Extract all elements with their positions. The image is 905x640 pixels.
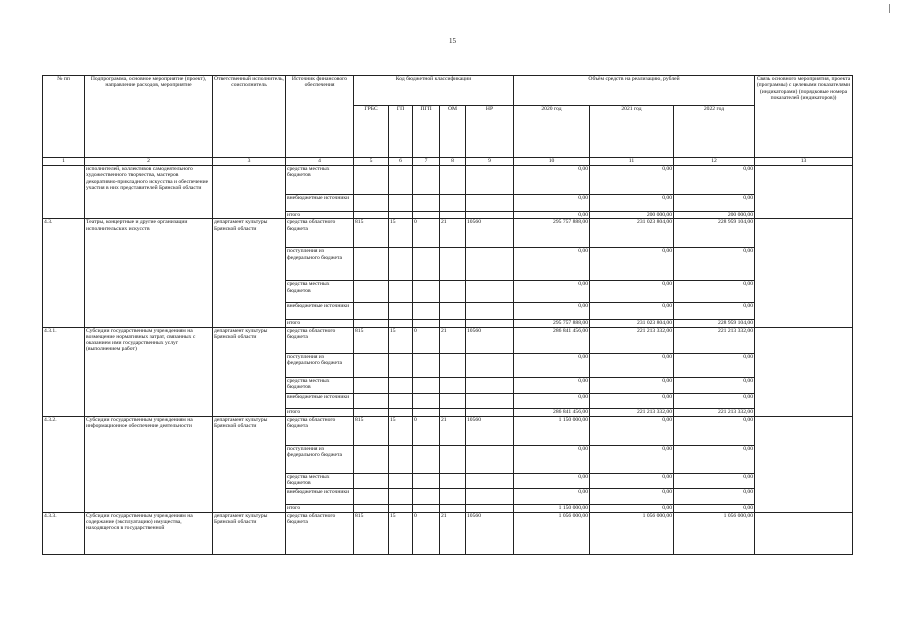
colnum: 5 [354, 158, 389, 166]
colnum: 6 [389, 158, 413, 166]
value-2020: 295 757 888,00 [514, 320, 590, 327]
colnum: 11 [590, 158, 674, 166]
source-local: средства местных бюджетов [286, 473, 354, 488]
colnum: 13 [755, 158, 853, 166]
value-2021: 0,00 [590, 281, 674, 303]
value-2021: 0,00 [590, 166, 674, 195]
value-2020: 0,00 [514, 445, 590, 473]
value-2021: 200 000,00 [590, 212, 674, 219]
value-2022: 228 959 104,00 [674, 320, 755, 327]
value-2022: 228 959 104,00 [674, 219, 755, 248]
row-executor: департамент культуры Брянской области [213, 219, 286, 327]
source-local: средства местных бюджетов [286, 166, 354, 195]
value-2021: 0,00 [590, 473, 674, 488]
cont-description: исполнителей, коллективов самодеятельного художественного творчества, мастеров декоративно-прикладного искусства и обеспечение участия в них представителей Брянской области [85, 166, 213, 219]
code-nr: 10560 [466, 512, 514, 554]
colnum: 7 [413, 158, 440, 166]
source-regional: средства областного бюджета [286, 512, 354, 554]
value-2020: 1 150 000,00 [514, 416, 590, 445]
code-om: 21 [440, 512, 466, 554]
value-2022: 0,00 [674, 166, 755, 195]
value-2021: 0,00 [590, 488, 674, 504]
value-2021: 231 023 804,00 [590, 219, 674, 248]
value-2021: 0,00 [590, 195, 674, 212]
table-row [43, 327, 853, 353]
value-2020: 1 150 000,00 [514, 504, 590, 512]
scan-mark [889, 4, 890, 13]
value-2020: 0,00 [514, 353, 590, 377]
row-description: Субсидии государственным учреждениям на содержание (эксплуатацию) имущества, находящегося в государственной [85, 512, 213, 554]
source-federal: поступления из федерального бюджета [286, 445, 354, 473]
value-2021: 1 056 000,00 [590, 512, 674, 554]
source-local: средства местных бюджетов [286, 281, 354, 303]
code-gp: 15 [389, 416, 413, 445]
value-2020: 0,00 [514, 377, 590, 393]
source-total: итого [286, 320, 354, 327]
code-om: 21 [440, 416, 466, 445]
source-regional: средства областного бюджета [286, 219, 354, 248]
header-volume: Объём средств на реализацию, рублей [514, 76, 755, 106]
source-extra: внебюджетные источники [286, 303, 354, 320]
code-pgp: 0 [413, 416, 440, 445]
source-total: итого [286, 504, 354, 512]
code-om: 21 [440, 327, 466, 353]
value-2021: 0,00 [590, 393, 674, 408]
code-pgp: 0 [413, 512, 440, 554]
colnum: 8 [440, 158, 466, 166]
header-indicator-link: Связь основного мероприятия, проекта (программы) с целевыми показателями (индикаторами) (порядковые номера показателей (индикаторов)) [755, 76, 853, 158]
colnum: 2 [85, 158, 213, 166]
row-description: Субсидии государственным учреждениям на возмещение нормативных затрат, связанных с оказанием ими государственных услуг (выполнением работ) [85, 327, 213, 416]
value-2022: 221 213 332,00 [674, 327, 755, 353]
source-extra: внебюджетные источники [286, 195, 354, 212]
colnum: 10 [514, 158, 590, 166]
table-row [43, 166, 853, 195]
code-grbs: 815 [354, 219, 389, 248]
source-federal: поступления из федерального бюджета [286, 248, 354, 281]
value-2021: 0,00 [590, 353, 674, 377]
value-2020: 286 841 456,00 [514, 327, 590, 353]
value-2020: 286 841 456,00 [514, 408, 590, 416]
colnum: 9 [466, 158, 514, 166]
row-executor: департамент культуры Брянской области [213, 416, 286, 512]
value-2021: 221 213 332,00 [590, 327, 674, 353]
page-number: 15 [449, 37, 456, 45]
header-gp: ГП [389, 106, 413, 158]
header-2021: 2021 год [590, 106, 674, 158]
code-nr: 10560 [466, 219, 514, 248]
header-source: Источник финансового обеспечения [286, 76, 354, 158]
row-number: 4.3.1. [43, 327, 85, 416]
value-2020: 295 757 888,00 [514, 219, 590, 248]
header-grbs: ГРБС [354, 106, 389, 158]
value-2021: 0,00 [590, 303, 674, 320]
header-2022: 2022 год [674, 106, 755, 158]
header-program: Подпрограмма, основное мероприятие (проект), направление расходов, мероприятие [85, 76, 213, 158]
value-2020: 0,00 [514, 393, 590, 408]
colnum: 1 [43, 158, 85, 166]
header-om: ОМ [440, 106, 466, 158]
value-2022: 0,00 [674, 353, 755, 377]
row-number: 4.3.3. [43, 512, 85, 554]
value-2021: 0,00 [590, 377, 674, 393]
header-executor: Ответственный исполнитель, соисполнитель [213, 76, 286, 158]
value-2020: 0,00 [514, 488, 590, 504]
source-regional: средства областного бюджета [286, 416, 354, 445]
code-gp: 15 [389, 219, 413, 248]
value-2020: 0,00 [514, 303, 590, 320]
value-2022: 0,00 [674, 393, 755, 408]
value-2022: 0,00 [674, 504, 755, 512]
code-pgp: 0 [413, 327, 440, 353]
row-executor: департамент культуры Брянской области [213, 512, 286, 554]
code-grbs: 815 [354, 416, 389, 445]
value-2020: 1 056 000,00 [514, 512, 590, 554]
value-2022: 0,00 [674, 377, 755, 393]
source-regional: средства областного бюджета [286, 327, 354, 353]
code-pgp: 0 [413, 219, 440, 248]
row-executor: департамент культуры Брянской области [213, 327, 286, 416]
value-2022: 0,00 [674, 488, 755, 504]
row-number: 4.3. [43, 219, 85, 327]
budget-table [42, 75, 853, 555]
value-2022: 0,00 [674, 281, 755, 303]
value-2022: 0,00 [674, 195, 755, 212]
value-2020: 0,00 [514, 281, 590, 303]
colnum: 4 [286, 158, 354, 166]
row-description: Театры, концертные и другие организации исполнительских искусств [85, 219, 213, 327]
source-federal: поступления из федерального бюджета [286, 353, 354, 377]
value-2020: 0,00 [514, 195, 590, 212]
value-2022: 221 213 332,00 [674, 408, 755, 416]
header-budget-code: Код бюджетной классификации [354, 76, 514, 106]
code-gp: 15 [389, 327, 413, 353]
value-2021: 0,00 [590, 416, 674, 445]
value-2020: 0,00 [514, 166, 590, 195]
row-description: Субсидии государственным учреждениям на информационное обеспечение деятельности [85, 416, 213, 512]
value-2022: 200 000,00 [674, 212, 755, 219]
code-om: 21 [440, 219, 466, 248]
source-total: итого [286, 212, 354, 219]
source-local: средства местных бюджетов [286, 377, 354, 393]
code-grbs: 815 [354, 512, 389, 554]
code-gp: 15 [389, 512, 413, 554]
row-number: 4.3.2. [43, 416, 85, 512]
value-2022: 1 056 000,00 [674, 512, 755, 554]
colnum: 12 [674, 158, 755, 166]
value-2021: 0,00 [590, 248, 674, 281]
code-grbs: 815 [354, 327, 389, 353]
value-2022: 0,00 [674, 473, 755, 488]
value-2022: 0,00 [674, 416, 755, 445]
header-nr: НР [466, 106, 514, 158]
value-2022: 0,00 [674, 445, 755, 473]
table-row [43, 512, 853, 554]
colnum: 3 [213, 158, 286, 166]
source-extra: внебюджетные источники [286, 393, 354, 408]
header-pgp: ПГП [413, 106, 440, 158]
source-total: итого [286, 408, 354, 416]
header-2020: 2020 год [514, 106, 590, 158]
code-nr: 10560 [466, 416, 514, 445]
value-2020: 0,00 [514, 212, 590, 219]
header-no: № пп [43, 76, 85, 158]
table-row [43, 416, 853, 445]
value-2021: 0,00 [590, 445, 674, 473]
value-2021: 221 213 332,00 [590, 408, 674, 416]
code-nr: 10560 [466, 327, 514, 353]
value-2021: 0,00 [590, 504, 674, 512]
value-2022: 0,00 [674, 248, 755, 281]
value-2022: 0,00 [674, 303, 755, 320]
value-2020: 0,00 [514, 473, 590, 488]
value-2020: 0,00 [514, 248, 590, 281]
value-2021: 231 023 804,00 [590, 320, 674, 327]
table-row [43, 219, 853, 248]
source-extra: внебюджетные источники [286, 488, 354, 504]
